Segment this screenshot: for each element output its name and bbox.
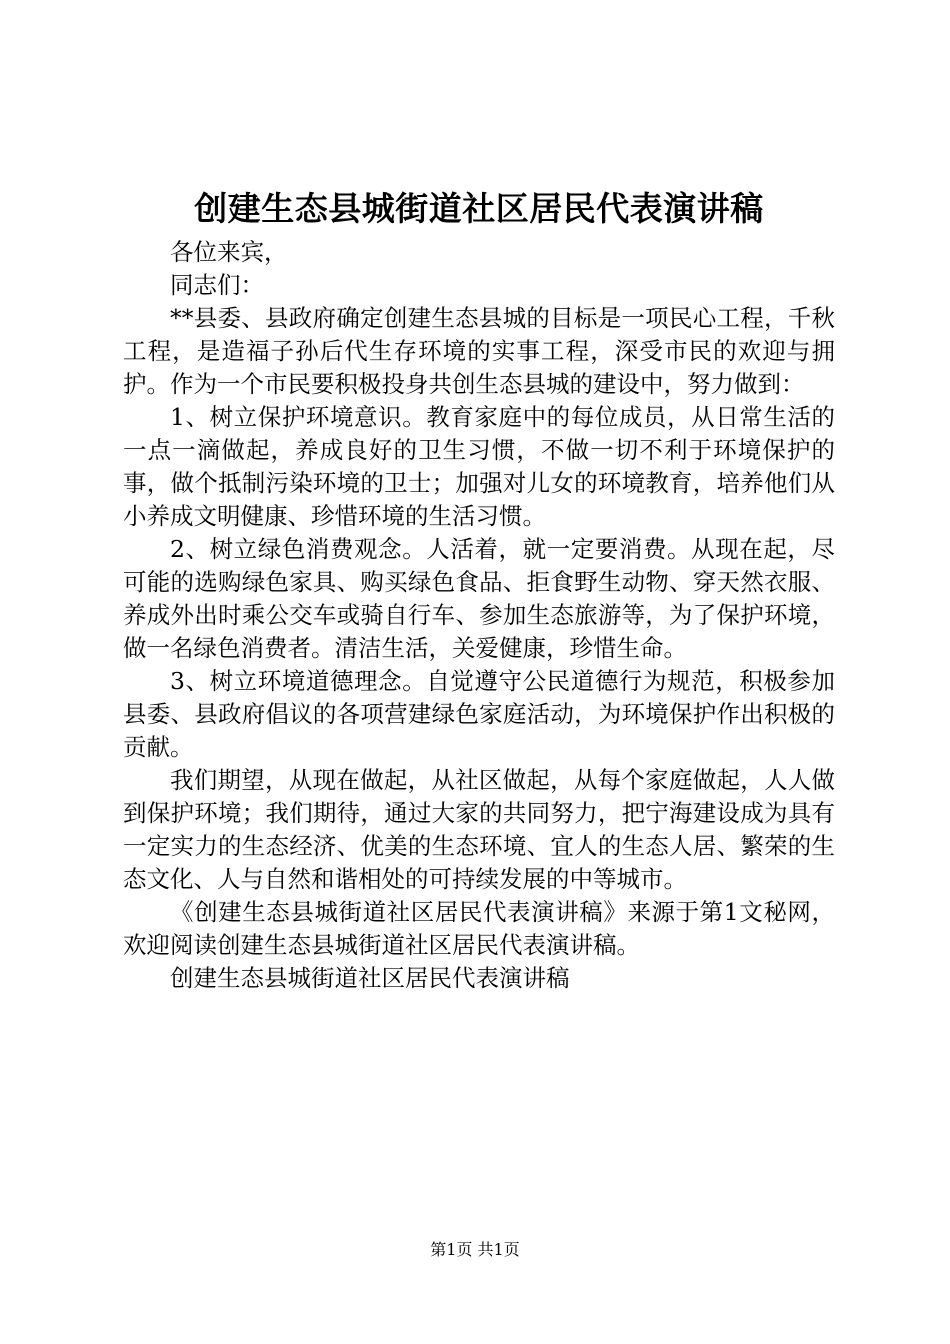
- paragraph-source-note: 《创建生态县城街道社区居民代表演讲稿》来源于第1文秘网，欢迎阅读创建生态县城街道社区居民代表演讲稿。: [123, 898, 835, 959]
- paragraph-closing-title: 创建生态县城街道社区居民代表演讲稿: [170, 964, 570, 992]
- paragraph-greeting-guests: 各位来宾，: [170, 238, 288, 266]
- paragraph-point-3: 3、树立环境道德理念。自觉遵守公民道德行为规范，积极参加县委、县政府倡议的各项营建绿色家庭活动，为环境保护作出积极的贡献。: [123, 667, 835, 761]
- document-body: [123, 236, 835, 995]
- paragraph-expectation: 我们期望，从现在做起，从社区做起，从每个家庭做起，人人做到保护环境；我们期待，通过大家的共同努力，把宁海建设成为具有一定实力的生态经济、优美的生态环境、宜人的生态人居、繁荣的生态文化、人与自然和谐相处的可持续发展的中等城市。: [123, 766, 835, 893]
- paragraph-point-2: 2、树立绿色消费观念。人活着，就一定要消费。从现在起，尽可能的选购绿色家具、购买绿色食品、拒食野生动物、穿天然衣服、养成外出时乘公交车或骑自行车、参加生态旅游等，为了保护环境，做一名绿色消费者。清洁生活，关爱健康，珍惜生命。: [123, 535, 835, 662]
- paragraph-point-1: 1、树立保护环境意识。教育家庭中的每位成员，从日常生活的一点一滴做起，养成良好的卫生习惯，不做一切不利于环境保护的事，做个抵制污染环境的卫士；加强对儿女的环境教育，培养他们从小养成文明健康、珍惜环境的生活习惯。: [123, 403, 835, 530]
- paragraph-greeting-comrades: 同志们：: [170, 271, 264, 299]
- paragraph-intro: **县委、县政府确定创建生态县城的目标是一项民心工程，千秋工程，是造福子孙后代生存环境的实事工程，深受市民的欢迎与拥护。作为一个市民要积极投身共创生态县城的建设中，努力做到：: [123, 304, 835, 398]
- document-title: 创建生态县城街道社区居民代表演讲稿: [194, 189, 764, 228]
- page-footer: 第1页 共1页: [430, 1240, 520, 1259]
